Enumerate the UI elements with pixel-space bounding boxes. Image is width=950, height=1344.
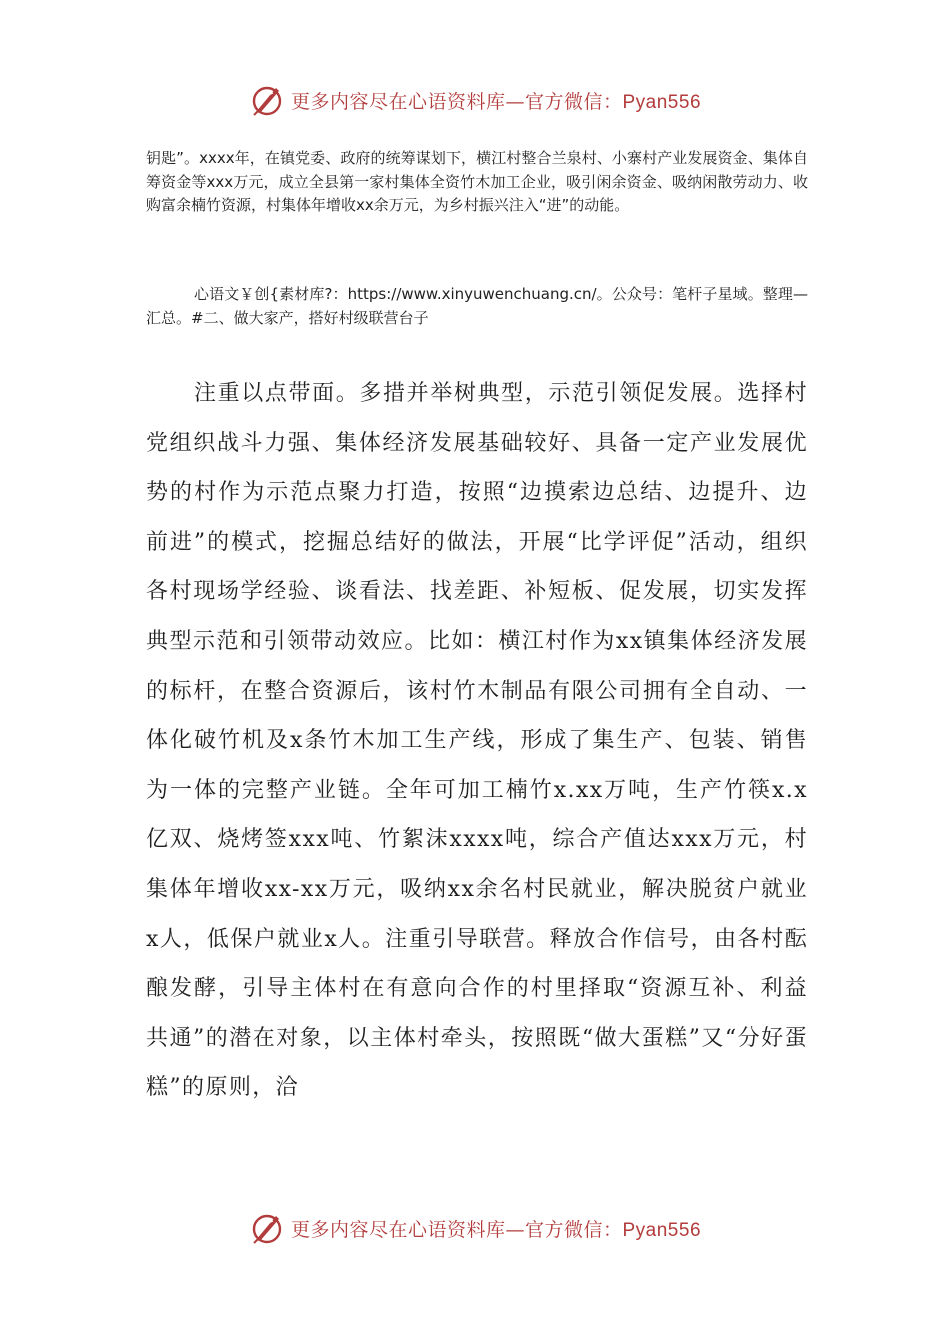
header-banner (0, 82, 950, 118)
footer-wechat-id: Pyan556 (622, 1219, 702, 1241)
quill-circle-logo-icon (249, 82, 285, 118)
footer-banner-text: 更多内容尽在心语资料库—官方微信：Pyan556 (290, 1218, 702, 1241)
paragraph-3-main-body: 注重以点带面。多措并举树典型，示范引领促发展。选择村党组织战斗力强、集体经济发展基础较好、具备一定产业发展优势的村作为示范点聚力打造，按照“边摸索边总结、边提升、边前进”的模式，挖掘总结好的做法，开展“比学评促”活动，组织各村现场学经验、谈看法、找差距、补短板、促发展，切实发挥典型示范和引领带动效应。比如：横江村作为xx镇集体经济发展的标杆，在整合资源后，该村竹木制品有限公司拥有全自动、一体化破竹机及x条竹木加工生产线，形成了集生产、包装、销售为一体的完整产业链。全年可加工楠竹x.xx万吨，生产竹筷x.x亿双、烧烤签xxx吨、竹絮沫xxxx吨，综合产值达xxx万元，村集体年增收xx-xx万元，吸纳xx余名村民就业，解决脱贫户就业x人，低保户就业x人。注重引导联营。释放合作信号，由各村酝酿发酵，引导主体村在有意向合作的村里择取“资源互补、利益共通”的潜在对象，以主体村牵头，按照既“做大蛋糕”又“分好蛋糕”的原则，洽 (146, 381, 808, 1101)
paragraph-1: 钥匙”。xxxx年，在镇党委、政府的统筹谋划下，横江村整合兰泉村、小寨村产业发展资金、集体自筹资金等xxx万元，成立全县第一家村集体全资竹木加工企业，吸引闲余资金、吸纳闲散劳动力、收购富余楠竹资源，村集体年增收xx余万元，为乡村振兴注入“进”的动能。 (146, 149, 808, 214)
paragraph-2-source-note: 心语文￥创{素材库?：https://www.xinyuwenchuang.cn/。公众号：笔杆子星域。整理—汇总。#二、做大家产，搭好村级联营台子 (146, 285, 808, 327)
quill-circle-logo-icon (249, 1210, 285, 1246)
header-wechat-id: Pyan556 (622, 91, 702, 113)
header-banner-text: 更多内容尽在心语资料库—官方微信：Pyan556 (290, 90, 702, 113)
footer-banner (0, 1210, 950, 1246)
